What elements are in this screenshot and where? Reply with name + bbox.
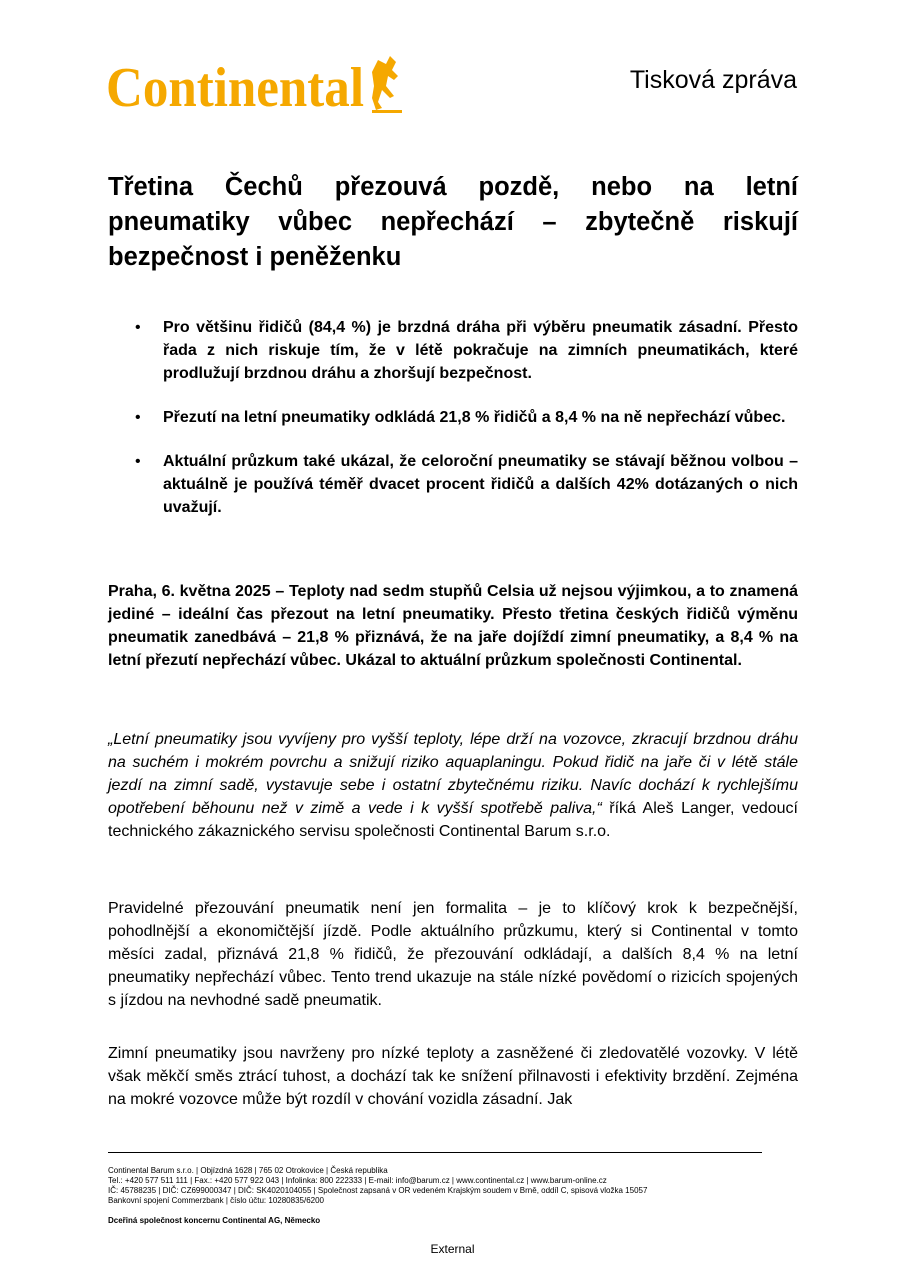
footer-subsidiary: Dceřiná společnost koncernu Continental AG, Německo	[108, 1216, 321, 1225]
footer-bank: Bankovní spojení Commerzbank | číslo účtu: 10280835/6200	[108, 1196, 324, 1205]
list-item: • Pro většinu řidičů (84,4 %) je brzdná dráha při výběru pneumatik zásadní. Přesto řada z nich riskuje tím, že v létě pokračuje na zimních pneumatikách, které prodlužují brzdnou dráhu a zhoršují bezpečnost.	[108, 316, 798, 385]
continental-logo	[106, 52, 406, 116]
classification-label: External	[430, 1242, 475, 1256]
key-points-list	[108, 316, 798, 519]
page-title: Třetina Čechů přezouvá pozdě, nebo na letní pneumatiky vůbec nepřechází – zbytečně riskují bezpečnost i peněženku	[108, 173, 798, 271]
quote-text: „Letní pneumatiky jsou vyvíjeny pro vyšší teploty, lépe drží na vozovce, zkracují brzdnou dráhu na suchém i mokrém povrchu a snižují riziko aquaplaningu. Pokud řidič na jaře či v létě stále jezdí na zimní sadě, vystavuje sebe i ostatní zbytečnému riziku. Navíc dochází k rychlejšímu opotřebení běhounu než v zimě a vede i k vyšší spotřebě paliva,“	[108, 731, 798, 817]
list-item: • Aktuální průzkum také ukázal, že celoroční pneumatiky se stávají běžnou volbou – aktuálně je používá téměř dvacet procent řidičů a dalších 42% dotázaných o nich uvažují.	[108, 450, 798, 519]
list-item: • Přezutí na letní pneumatiky odkládá 21,8 % řidičů a 8,4 % na ně nepřechází vůbec.	[108, 406, 798, 429]
company-footer	[108, 1166, 808, 1226]
footer-registration: IČ: 45788235 | DIČ: CZ699000347 | DIČ: SK4020104055 | Společnost zapsaná v OR vedeném Krajským soudem v Brně, oddíl C, spisová vložka 15057	[108, 1186, 648, 1195]
horse-icon	[372, 56, 398, 110]
svg-text:Continental: Continental	[106, 57, 364, 116]
quote-attribution: říká Aleš Langer, vedoucí technického zákaznického servisu společnosti Continental Barum s.r.o.	[108, 800, 798, 840]
quote-paragraph	[108, 728, 798, 843]
lead-paragraph: Praha, 6. května 2025 – Teploty nad sedm stupňů Celsia už nejsou výjimkou, a to znamená jediné – ideální čas přezout na letní pneumatiky. Přesto třetina českých řidičů výměnu pneumatik zanedbává – 21,8 % přiznává, že na jaře dojíždí zimní pneumatiky, a 8,4 % na letní přezutí nepřechází vůbec. Ukázal to aktuální průzkum společnosti Continental.	[108, 583, 798, 669]
footer-address: Continental Barum s.r.o. | Objízdná 1628 | 765 02 Otrokovice | Česká republika	[108, 1166, 388, 1175]
body-paragraph: Zimní pneumatiky jsou navrženy pro nízké teploty a zasněžené či zledovatělé vozovky. V létě však měkčí směs ztrácí tuhost, a dochází tak ke snížení přilnavosti i efektivity brzdění. Zejména na mokré vozovce může být rozdíl v chování vozidla zásadní. Jak	[108, 1045, 798, 1108]
footer-divider	[108, 1152, 762, 1153]
footer-contacts: Tel.: +420 577 511 111 | Fax.: +420 577 922 043 | Infolinka: 800 222333 | E-mail: info@barum.cz | www.continental.cz | www.barum-online.cz	[108, 1176, 607, 1185]
body-paragraph: Pravidelné přezouvání pneumatik není jen formalita – je to klíčový krok k bezpečnější, pohodlnější a ekonomičtější jízdě. Podle aktuálního průzkumu, který si Continental v tomto měsíci zadal, přiznává 21,8 % řidičů, že přezouvání odkládají, a dalších 8,4 % na letní pneumatiky nepřechází vůbec. Tento trend ukazuje na stále nízké povědomí o rizicích spojených s jízdou na nevhodné sadě pneumatik.	[108, 900, 798, 1009]
document-type-label: Tisková zpráva	[629, 66, 797, 94]
